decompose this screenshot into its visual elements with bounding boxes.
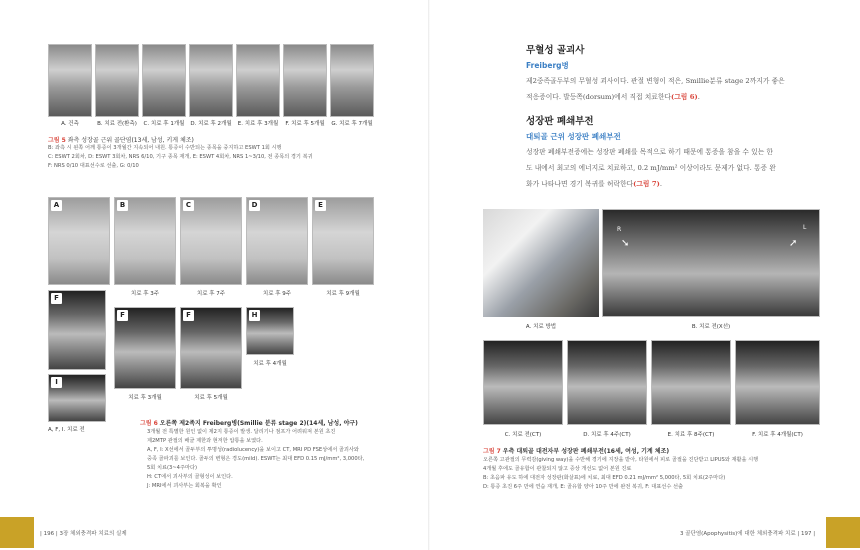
fig7-xray-pelvis bbox=[602, 209, 820, 317]
left-page-tab bbox=[0, 517, 34, 548]
fig6-image-mri-4mo bbox=[246, 307, 294, 355]
fig6-caption-9wk: 치료 후 9주 bbox=[262, 291, 292, 297]
fig6-caption-9mo: 치료 후 9개월 bbox=[326, 291, 360, 297]
fig6-badge-e: E bbox=[315, 200, 326, 211]
fig7-caption-e: E. 치료 후 8주(CT) bbox=[667, 432, 715, 438]
fig6-caption-3wk: 치료 후 3주 bbox=[130, 291, 160, 297]
fig5-caption-d: D. 치료 후 2개월 bbox=[190, 121, 232, 127]
fig6-line-5: 5회 치료(3~4주마다) bbox=[147, 465, 198, 471]
fig5-line-3: F: NRS 0/10 대표선수로 선출, G: 0/10 bbox=[48, 163, 139, 169]
fig7-caption-b: B. 치료 전(X선) bbox=[691, 324, 731, 330]
fig6-image-ct-3mo bbox=[114, 307, 176, 389]
fig6-line-4: 중족 골파괴를 보인다. 골두의 변형은 경도(mild). ESWT는 최대 EFD 0.15 mJ/mm², 3,000타, bbox=[147, 456, 365, 462]
fig5-caption-g: G. 치료 후 7개월 bbox=[331, 121, 373, 127]
fig6-caption-pre: A, F, I. 치료 전 bbox=[48, 427, 85, 433]
fig6-caption-7wk: 치료 후 7주 bbox=[196, 291, 226, 297]
para2-line-3 bbox=[526, 178, 662, 188]
fig7-caption-f: F. 치료 후 4개월(CT) bbox=[752, 432, 803, 438]
fig5-caption-b: B. 치료 전(환측) bbox=[97, 121, 137, 127]
fig6-image-c bbox=[180, 197, 242, 285]
fig7-ct-e bbox=[651, 340, 731, 425]
fig6-image-e bbox=[312, 197, 374, 285]
fig5-caption-f: F. 치료 후 5개월 bbox=[285, 121, 325, 127]
fig5-image-a bbox=[48, 44, 92, 117]
fig7-line-4: D: 통증 초진 6주 만에 연습 재개, E: 골유합 양아 10주 만에 완전 복귀, F: 대표선수 선출 bbox=[483, 484, 684, 490]
left-arrow-icon: ➚ bbox=[789, 238, 798, 249]
fig7-title-text: 우측 대퇴골 대전자부 성장판 폐쇄부전(16세, 여성, 기계 체조) bbox=[502, 448, 670, 455]
fig5-caption-c: C. 치료 후 1개월 bbox=[143, 121, 185, 127]
fig6-title bbox=[140, 418, 358, 427]
fig6-image-ct-5mo bbox=[180, 307, 242, 389]
fig6-caption-5mo: 치료 후 5개월 bbox=[194, 395, 228, 401]
fig6-line-6: H: CT에서 괴사부의 골형성이 보인다. bbox=[147, 474, 233, 480]
fig7-ct-d bbox=[567, 340, 647, 425]
fig5-caption-e: E. 치료 후 3개월 bbox=[237, 121, 279, 127]
fig7-photo-treatment bbox=[483, 209, 599, 317]
fig6-badge-d: D bbox=[249, 200, 260, 211]
fig7-caption-d: D. 치료 후 4주(CT) bbox=[583, 432, 631, 438]
fig6-number: 그림 6 bbox=[140, 420, 158, 427]
heading-avascular-necrosis: 무혈성 골괴사 bbox=[526, 45, 585, 56]
para1-line-2 bbox=[526, 91, 700, 101]
fig5-caption-a: A. 건측 bbox=[61, 121, 79, 127]
fig5-image-c bbox=[142, 44, 186, 117]
left-page-footer: | 196 | 3장 체외충격파 치료의 실제 bbox=[40, 531, 127, 537]
fig6-badge-a: A bbox=[51, 200, 62, 211]
fig5-image-g bbox=[330, 44, 374, 117]
fig6-badge-ct-5mo: F bbox=[183, 310, 194, 321]
fig6-title-text: 오른쪽 제2족지 Freiberg병(Smillie 분류 stage 2)(14세, 남성, 야구) bbox=[159, 420, 358, 427]
fig5-title-text: 좌측 성장골 근위 골단염(13세, 남성, 키게 체조) bbox=[67, 137, 194, 144]
fig7-label-r: R bbox=[617, 226, 622, 233]
fig7-title bbox=[483, 446, 669, 455]
fig6-caption-4mo: 치료 후 4개월 bbox=[253, 361, 287, 367]
para1-line-2-text: 적응증이다. 발등쪽(dorsum)에서 직접 치료한다 bbox=[526, 93, 672, 101]
fig7-ct-f bbox=[735, 340, 820, 425]
right-page-tab bbox=[826, 517, 860, 548]
right-page-footer: 3 골단염(Apophysitis)에 대한 체외충격파 치료 | 197 | bbox=[680, 531, 816, 537]
fig6-image-d bbox=[246, 197, 308, 285]
heading-growth-plate: 성장판 폐쇄부전 bbox=[526, 116, 594, 127]
fig6-badge-b: B bbox=[117, 200, 128, 211]
para2-line-1: 성장판 폐쇄부전증에는 성장판 폐쇄를 목적으로 하기 때문에 통증을 참을 수 있는 한 bbox=[526, 148, 774, 156]
fig5-title bbox=[48, 135, 194, 144]
fig7-line-1: 오른쪽 고관절의 무력감(giving way)을 수반해 경기에 지장을 받아, 타원에서 피로 골절을 진단받고 LIPUS와 재활을 시행 bbox=[483, 457, 759, 463]
subheading-freiberg: Freiberg병 bbox=[526, 61, 569, 70]
fig6-line-2: 제2MTP 관절의 배굴 제한과 현저한 압통을 보였다. bbox=[147, 438, 263, 444]
fig6-image-f-ct bbox=[48, 290, 106, 370]
fig7-number: 그림 7 bbox=[483, 448, 501, 455]
fig6-image-i-mri bbox=[48, 374, 106, 422]
para2-period: . bbox=[659, 180, 662, 188]
figure7-reference: (그림 7) bbox=[633, 180, 660, 188]
right-arrow-icon: ➘ bbox=[621, 238, 630, 249]
fig6-image-a bbox=[48, 197, 110, 285]
fig7-line-2: 4개월 후에도 골유합이 관찰되지 않고 증상 개선도 없어 본원 진료 bbox=[483, 466, 632, 472]
para1-period: . bbox=[697, 93, 700, 101]
fig6-badge-f: F bbox=[51, 293, 62, 304]
fig6-line-7: J: MRI에서 괴사부는 회복을 확인 bbox=[147, 483, 222, 489]
fig6-caption-3mo: 치료 후 3개월 bbox=[128, 395, 162, 401]
fig6-image-b bbox=[114, 197, 176, 285]
fig7-caption-a: A. 치료 방법 bbox=[525, 324, 557, 330]
fig5-number: 그림 5 bbox=[48, 137, 66, 144]
fig5-line-2: C: ESWT 2회차, D: ESWT 3회차, NRS 6/10, 기구 종목 재개, E: ESWT 4회차, NRS 1~3/10, 전 종목의 경기 복귀 bbox=[48, 154, 313, 160]
fig5-line-1: B: 좌측 시 왼쪽 어깨 통증이 3개월간 지속되어 내원. 통증이 수반되는 종목을 중지하고 ESWT 1회 시행 bbox=[48, 145, 282, 151]
subheading-proximal-femur: 대퇴골 근위 성장판 폐쇄부전 bbox=[526, 132, 621, 141]
fig6-badge-c: C bbox=[183, 200, 194, 211]
fig5-image-b bbox=[95, 44, 139, 117]
fig5-image-e bbox=[236, 44, 280, 117]
right-page bbox=[430, 0, 860, 550]
para1-line-1: 제2중족골두부의 무혈성 괴사이다. 관절 변형이 적은, Smillie분류 stage 2까지가 좋은 bbox=[526, 77, 785, 85]
fig6-badge-i: I bbox=[51, 377, 62, 388]
fig7-ct-c bbox=[483, 340, 563, 425]
fig7-label-l: L bbox=[803, 224, 807, 231]
figure6-reference: (그림 6) bbox=[671, 93, 698, 101]
fig7-line-3: B: 초음파 유도 하에 대전자 성장판(화살표)에 치료, 최대 EFD 0.21 mJ/mm² 5,000타, 5회 치료(2주마다) bbox=[483, 475, 726, 481]
fig7-caption-c: C. 치료 전(CT) bbox=[504, 432, 542, 438]
fig6-line-3: A, F, I: X선에서 골두부의 투명성(radiolucency)을 보이고 CT, MRI PD FSE상에서 골괴사와 bbox=[147, 447, 359, 453]
fig6-badge-h: H bbox=[249, 310, 260, 321]
para2-line-2: 도 내에서 최고의 에너지로 치료하고, 0.2 mJ/mm² 이상이라도 문제가 없다. 통증 완 bbox=[526, 164, 776, 172]
fig6-line-1: 3개월 전 특별한 원인 없이 제2지 통증이 발생. 달리기나 점프가 어려워져 본원 초진 bbox=[147, 429, 336, 435]
para2-line-3-text: 화가 나타나면 경기 복귀를 허락한다 bbox=[526, 180, 634, 188]
fig5-image-d bbox=[189, 44, 233, 117]
fig5-image-f bbox=[283, 44, 327, 117]
fig6-badge-ct-3mo: F bbox=[117, 310, 128, 321]
